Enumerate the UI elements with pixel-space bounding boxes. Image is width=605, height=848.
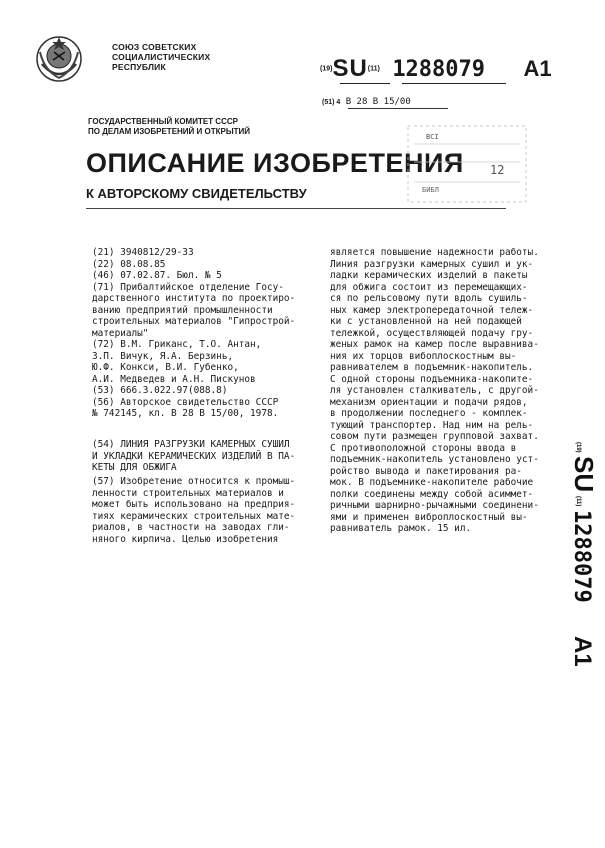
abstract-right-column: [330, 247, 539, 535]
abstract-line: няного кирпича. Целью изобретения: [92, 533, 279, 545]
abstract-line: ля установлен сталкиватель, с другой-: [330, 385, 539, 396]
underline: [340, 83, 390, 84]
abstract-line: ленности строительных материалов и: [92, 487, 284, 499]
biblio-line: (53) 666.3.022.97(088.8): [92, 385, 228, 396]
org-line: СОЦИАЛИСТИЧЕСКИХ: [112, 52, 211, 62]
biblio-line: дарственного института по проектиро-: [92, 293, 296, 304]
kind-code: A1: [523, 56, 552, 81]
biblio-line: материалы": [92, 327, 149, 339]
abstract-line: подъемник-накопитель установлено уст-: [330, 454, 539, 465]
abstract-line: равнивателем в подъемник-накопитель.: [330, 362, 534, 373]
biblio-line: (46) 07.02.87. Бюл. № 5: [92, 270, 222, 281]
abstract-line: ройство вывода и пакетирования ра-: [330, 465, 522, 477]
abstract-line: ладки керамических изделий в пакеты: [330, 270, 528, 281]
vertical-kind: A1: [569, 636, 596, 667]
country-code: SU: [332, 55, 368, 82]
committee-line: ПО ДЕЛАМ ИЗОБРЕТЕНИЙ И ОТКРЫТИЙ: [88, 127, 251, 136]
biblio-line: А.И. Медведев и А.Н. Пискунов: [92, 373, 256, 385]
abstract-line: риалов, в частности на заводах гли-: [92, 522, 290, 533]
abstract-line: тиях керамических строительных мате-: [92, 510, 296, 522]
document-subtitle: К АВТОРСКОМУ СВИДЕТЕЛЬСТВУ: [86, 186, 307, 201]
abstract-line: мок. В подъемнике-накопителе рабочие: [330, 477, 534, 488]
abstract-line: ния их торцов вибоплоскостным вы-: [330, 350, 517, 362]
document-title: ОПИСАНИЕ ИЗОБРЕТЕНИЯ: [86, 148, 464, 178]
biblio-line: (72) В.М. Гриканс, Т.О. Антан,: [92, 339, 262, 350]
code-11: (11): [367, 65, 380, 73]
abstract-line: С противоположной стороны ввода в: [330, 442, 517, 454]
ussr-emblem-icon: [34, 34, 84, 84]
biblio-line: Ю.Ф. Конкси, В.И. Губенко,: [92, 362, 239, 373]
vertical-patent-number: [555, 440, 599, 680]
abstract-line: равниватель рамок. 15 ил.: [330, 523, 472, 534]
biblio-line: (21) 3940812/29-33: [92, 247, 194, 258]
stamp-text-1: BCI: [426, 133, 439, 141]
abstract-line: женых рамок на камер после выравнива-: [330, 339, 539, 350]
org-line: СОЮЗ СОВЕТСКИХ: [112, 42, 197, 52]
abstract-line: тующий транспортер. Над ним на рель-: [330, 419, 534, 431]
abstract-line: ричными шарнирно-рычажными соединени-: [330, 500, 539, 511]
divider: [86, 208, 506, 209]
country-union-header: [112, 42, 210, 72]
ipc-code: (51) 4: [322, 99, 341, 106]
vertical-code-19: (19): [575, 442, 581, 453]
abstract-line: С одной стороны подъемника-накопите-: [330, 373, 534, 385]
biblio-line: (71) Прибалтийское отделение Госу-: [92, 281, 284, 293]
abstract-line: тележкой, осуществляющей подачу гру-: [330, 327, 534, 339]
state-committee: [88, 117, 250, 137]
patent-number: 1288079: [392, 56, 486, 82]
invention-name: [92, 439, 295, 474]
biblio-line: З.П. Вичук, Я.А. Берзинь,: [92, 350, 234, 362]
abstract-line: может быть использовано на предприя-: [92, 499, 296, 510]
abstract-left-column: [92, 476, 295, 545]
biblio-line: строительных материалов "Гипрострой-: [92, 316, 296, 327]
abstract-line: механизм ориентации и подачи рядов,: [330, 396, 528, 408]
abstract-line: полки соединены между собой асиммет-: [330, 488, 534, 500]
invention-name-line: КЕТЫ ДЛЯ ОБЖИГА: [92, 462, 177, 473]
abstract-line: ки с установленной на ней подающей: [330, 316, 522, 327]
org-line: РЕСПУБЛИК: [112, 62, 166, 72]
vertical-code-11: (11): [575, 496, 581, 507]
vertical-country: SU: [569, 456, 599, 493]
stamp-text-2: 12: [490, 163, 505, 177]
bibliographic-data: [92, 247, 314, 420]
abstract-line: ных камер электропередаточной тележ-: [330, 304, 534, 316]
invention-name-line: И УКЛАДКИ КЕРАМИЧЕСКИХ ИЗДЕЛИЙ В ПА-: [92, 450, 296, 462]
code-19: (19): [320, 65, 333, 73]
patent-number-line: [320, 55, 552, 83]
abstract-line: для обжига состоит из перемещающих-: [330, 281, 528, 293]
underline: [402, 83, 506, 84]
abstract-line: совом пути размещен групповой захват.: [330, 431, 539, 442]
abstract-line: является повышение надежности работы.: [330, 247, 539, 258]
abstract-line: ями и применен виброплоскостный вы-: [330, 511, 528, 523]
abstract-line: ся по рельсовому пути вдоль сушиль-: [330, 293, 528, 304]
invention-name-line: (54) ЛИНИЯ РАЗГРУЗКИ КАМЕРНЫХ СУШИЛ: [92, 439, 290, 450]
biblio-line: ванию предприятий промышленности: [92, 304, 273, 316]
committee-line: ГОСУДАРСТВЕННЫЙ КОМИТЕТ СССР: [88, 117, 238, 126]
ipc-value: B 28 B 15/00: [345, 97, 411, 107]
vertical-number: 1288079: [569, 510, 594, 603]
library-stamp: [404, 122, 530, 206]
abstract-line: (57) Изобретение относится к промыш-: [92, 476, 296, 487]
biblio-line: (56) Авторское свидетельство СССР: [92, 396, 279, 408]
biblio-line: № 742145, кл. В 28 В 15/00, 1978.: [92, 408, 279, 419]
abstract-line: Линия разгрузки камерных сушил и ук-: [330, 258, 534, 270]
abstract-line: в продолжении последнего - комплек-: [330, 408, 528, 419]
ipc-classification: [322, 97, 411, 107]
underline: [348, 108, 448, 109]
stamp-text-3: БИБЛ: [422, 186, 439, 194]
biblio-line: (22) 08.08.85: [92, 258, 166, 270]
